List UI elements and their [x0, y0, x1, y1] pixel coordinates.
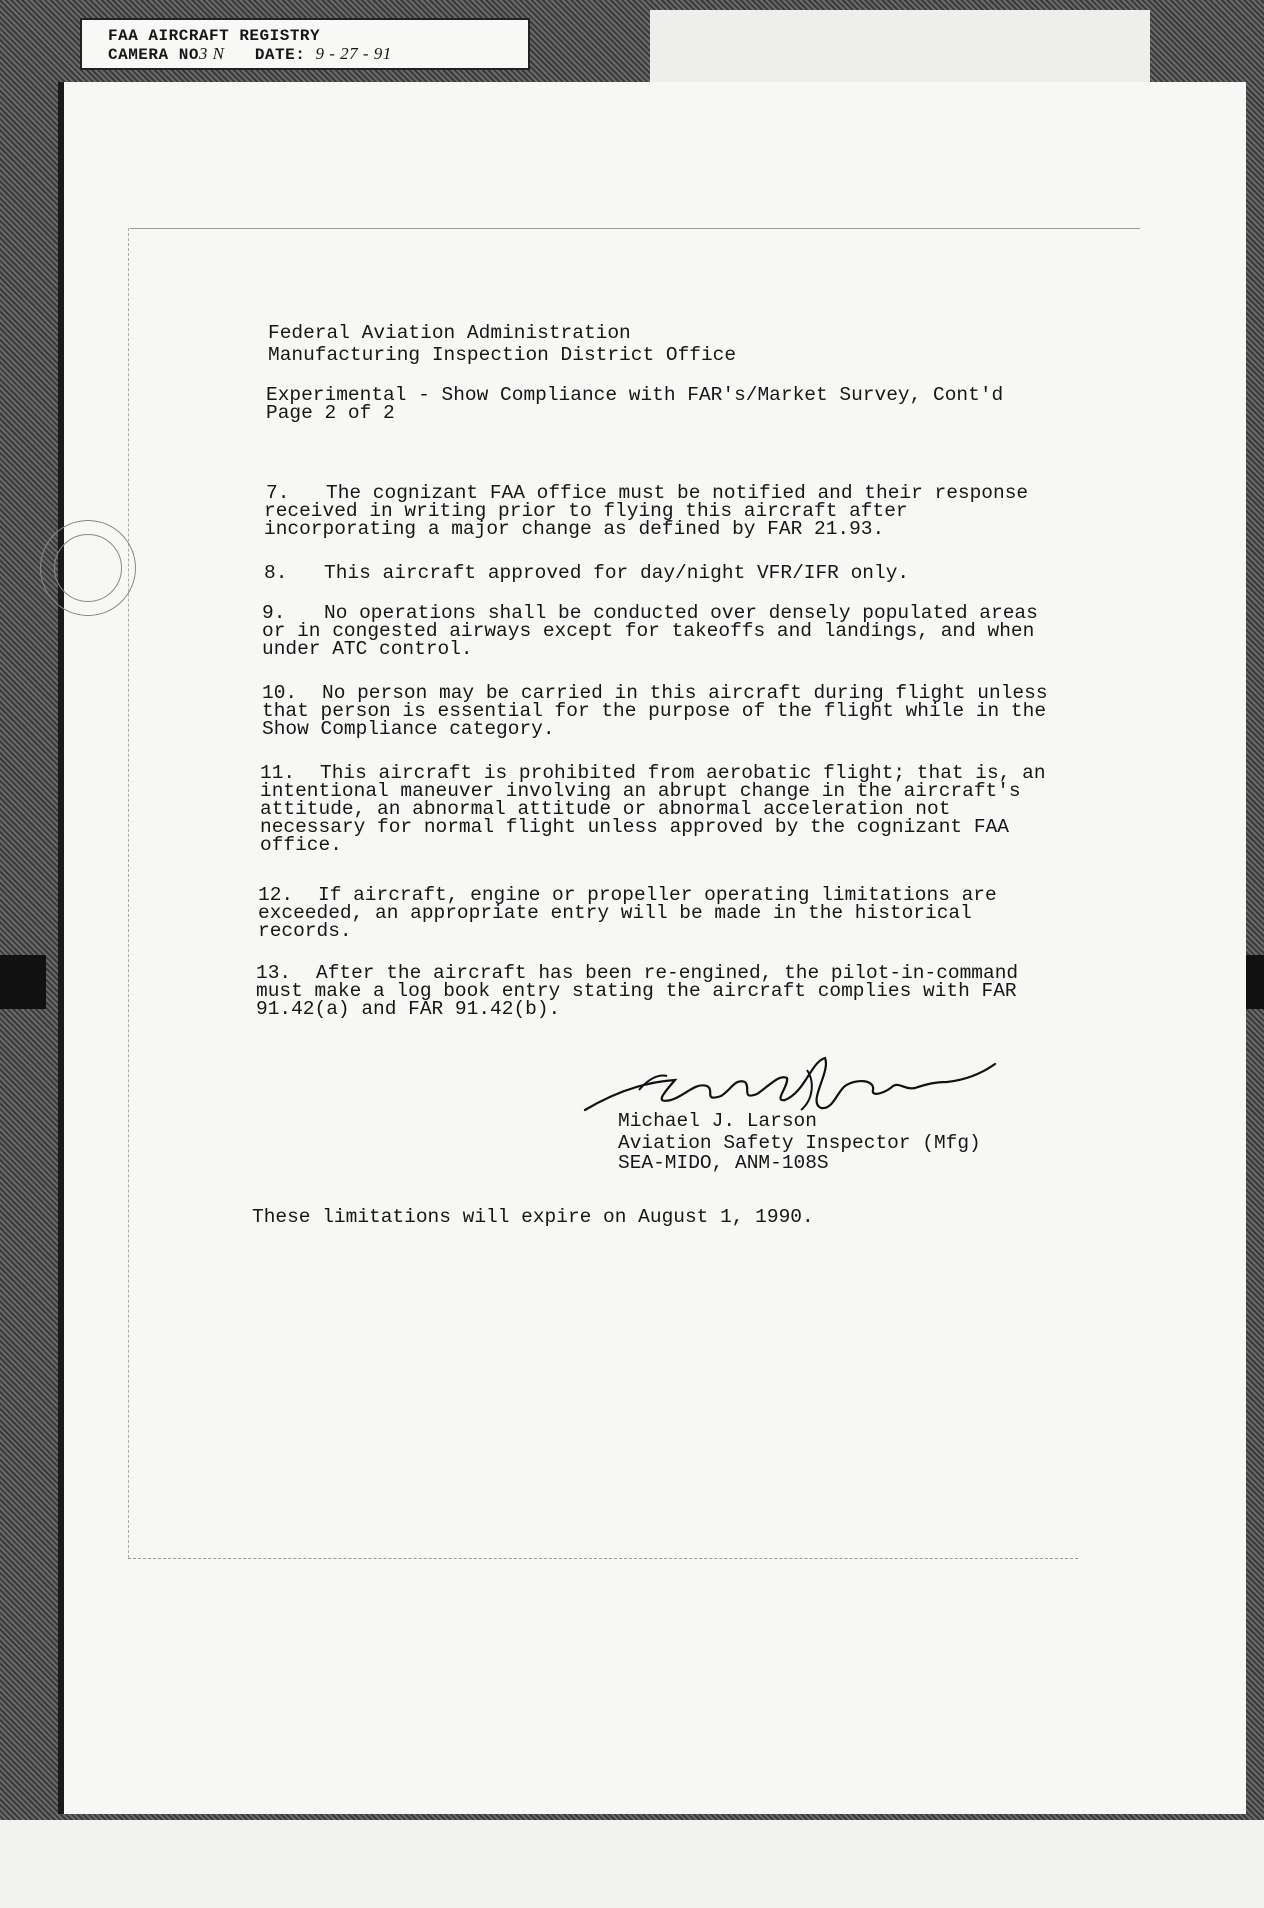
item-13-line-3: 91.42(a) and FAR 91.42(b). [256, 998, 561, 1020]
signer-office: SEA-MIDO, ANM-108S [618, 1152, 829, 1174]
item-7-line-1: The cognizant FAA office must be notified and their response [326, 482, 1029, 504]
signer-title: Aviation Safety Inspector (Mfg) [618, 1132, 981, 1154]
signer-name: Michael J. Larson [618, 1110, 817, 1132]
item-9-line-2: or in congested airways except for takeoffs and landings, and when [262, 620, 1035, 642]
document-page [58, 82, 1246, 1814]
item-7-line-2: received in writing prior to flying this aircraft after [264, 500, 908, 522]
item-10-line-3: Show Compliance category. [262, 718, 555, 740]
item-11-line-3: attitude, an abnormal attitude or abnormal acceleration not [260, 798, 951, 820]
handwritten-signature [575, 1052, 1005, 1118]
stamp-title: FAA AIRCRAFT REGISTRY [108, 27, 321, 45]
letterhead-agency: Federal Aviation Administration [268, 322, 631, 344]
item-11-line-4: necessary for normal flight unless approved by the cognizant FAA [260, 816, 1009, 838]
photocopy-edge-bottom [128, 1558, 1078, 1559]
photocopy-edge-left [128, 228, 129, 1558]
item-12-line-3: records. [258, 920, 352, 942]
item-8-line-1: This aircraft approved for day/night VFR/IFR only. [324, 562, 910, 584]
letterhead-office: Manufacturing Inspection District Office [268, 344, 737, 366]
item-11-number: 11. [260, 762, 296, 784]
stamp-date-label: DATE: [254, 46, 306, 64]
item-11-line-2: intentional maneuver involving an abrupt change in the aircraft's [260, 780, 1021, 802]
item-8-number: 8. [264, 562, 288, 584]
item-10-line-1: No person may be carried in this aircraft during flight unless [322, 682, 1048, 704]
item-12-number: 12. [258, 884, 294, 906]
scan-bottom-margin [0, 1820, 1264, 1908]
item-7-number: 7. [266, 482, 290, 504]
page-number: Page 2 of 2 [266, 402, 395, 424]
stamp-camera-number: 3 N [198, 44, 225, 63]
stamp-camera-date [108, 45, 528, 64]
item-9-line-1: No operations shall be conducted over densely populated areas [324, 602, 1038, 624]
expiry-statement: These limitations will expire on August 1, 1990. [252, 1206, 814, 1228]
item-11-line-1: This aircraft is prohibited from aerobatic flight; that is, an [320, 762, 1046, 784]
photocopy-edge-top [130, 228, 1140, 229]
item-7-line-3: incorporating a major change as defined by FAR 21.93. [264, 518, 885, 540]
item-9-line-3: under ATC control. [262, 638, 473, 660]
stamp-camera-label: CAMERA NO [108, 46, 199, 64]
edge-scan-mark-left [0, 955, 46, 1009]
item-10-number: 10. [262, 682, 298, 704]
binder-hole-inner [54, 534, 122, 602]
item-13-number: 13. [256, 962, 292, 984]
item-12-line-2: exceeded, an appropriate entry will be made in the historical [258, 902, 972, 924]
item-9-number: 9. [262, 602, 286, 624]
subject-title: Experimental - Show Compliance with FAR's/Market Survey, Cont'd [266, 384, 1004, 406]
scan-top-margin [650, 10, 1150, 82]
item-13-line-1: After the aircraft has been re-engined, the pilot-in-command [316, 962, 1019, 984]
edge-scan-mark-right [1246, 955, 1264, 1009]
item-12-line-1: If aircraft, engine or propeller operating limitations are [318, 884, 997, 906]
stamp-date: 9 - 27 - 91 [315, 44, 392, 63]
item-11-line-5: office. [260, 834, 342, 856]
item-10-line-2: that person is essential for the purpose of the flight while in the [262, 700, 1047, 722]
item-13-line-2: must make a log book entry stating the aircraft complies with FAR [256, 980, 1017, 1002]
registry-stamp [80, 18, 530, 70]
